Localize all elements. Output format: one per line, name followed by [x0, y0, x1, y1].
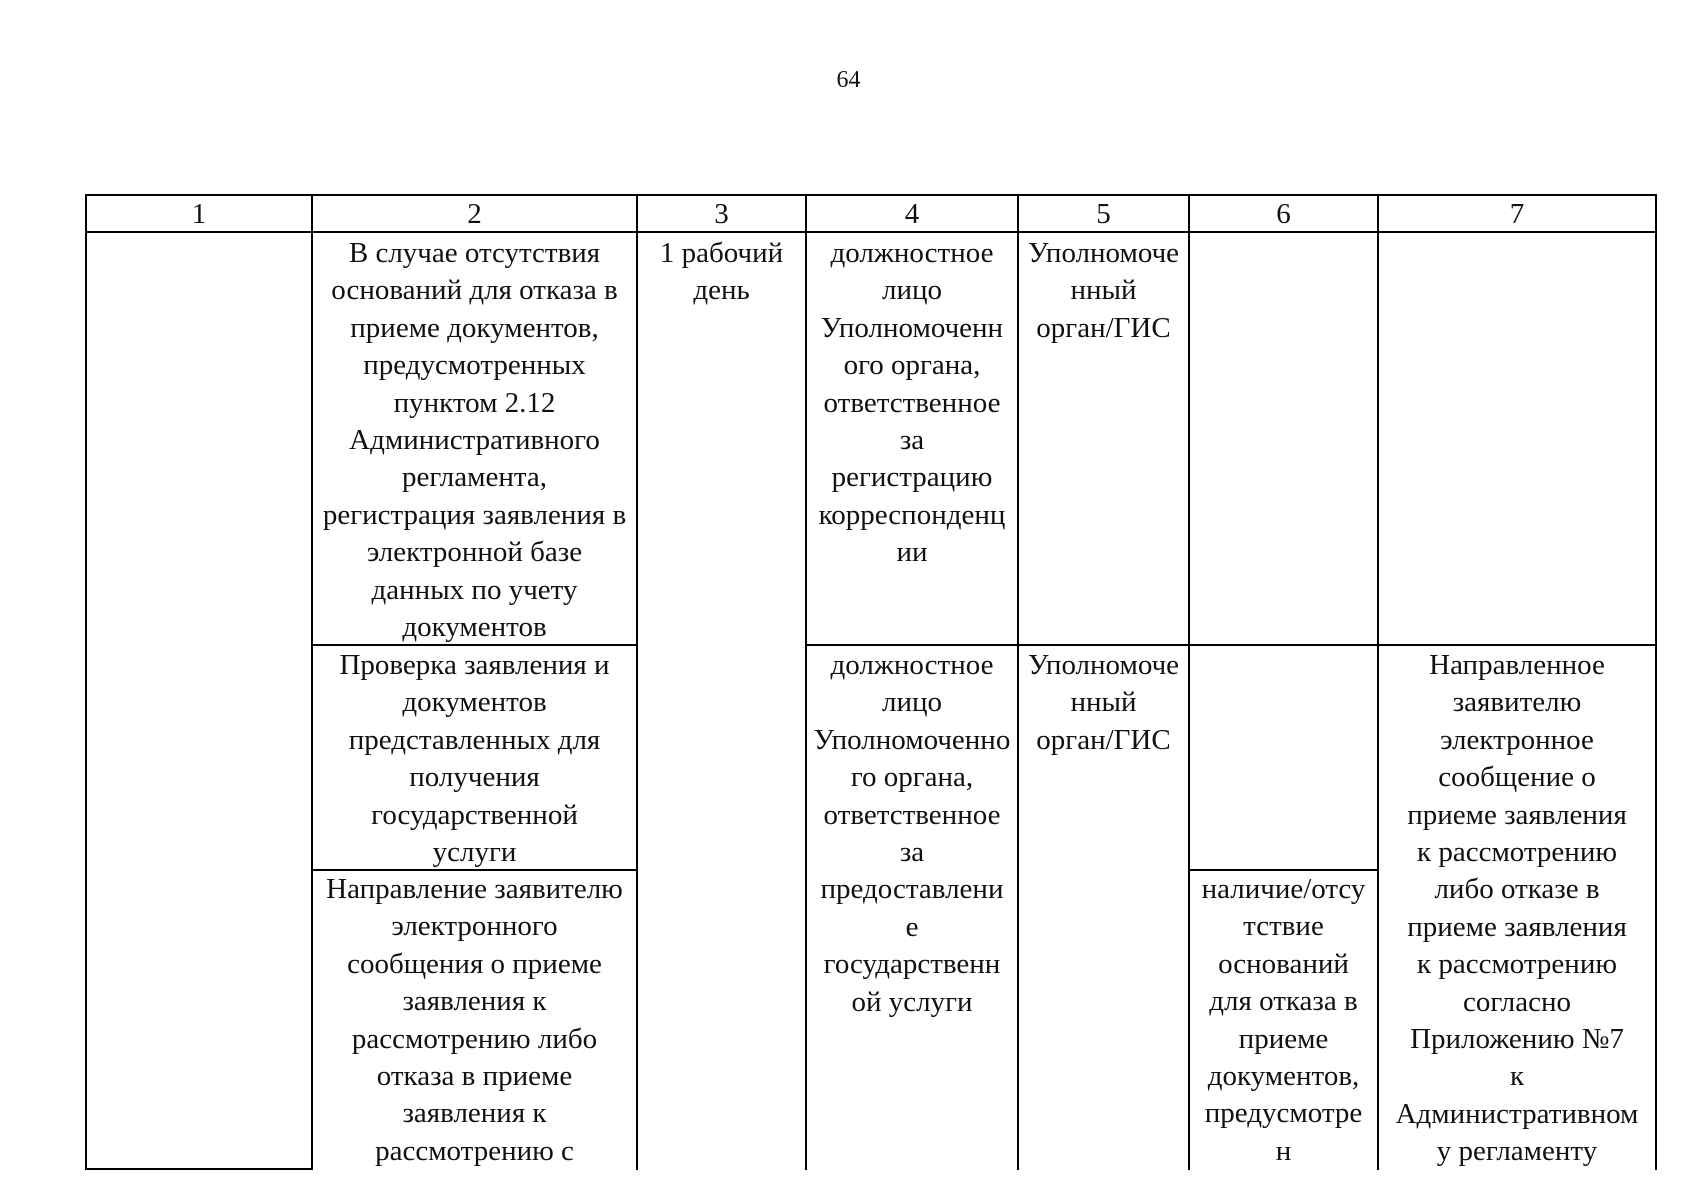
text-line: предоставлени	[820, 873, 1004, 906]
text-line: корреспонденц	[818, 498, 1006, 531]
text-line: Уполномоче	[1027, 649, 1180, 681]
result-cell	[1379, 646, 1655, 1168]
text-line: наличие/отсу	[1201, 873, 1366, 905]
text-line: Уполномоченно	[813, 723, 1011, 756]
text-line: Направленное	[1429, 649, 1605, 681]
text-line: ого органа,	[843, 349, 981, 382]
text-line: за	[899, 424, 925, 457]
text-line: ии	[896, 536, 928, 569]
text-line: документов	[402, 686, 547, 719]
text-line: заявления к	[402, 985, 547, 1018]
text-line: заявления к	[402, 1097, 547, 1130]
column-header-2: 2	[467, 198, 482, 230]
verification-step-text	[313, 646, 636, 869]
text-line: Административного	[349, 424, 600, 457]
text-line: регламента,	[401, 461, 548, 494]
text-line: заявителю	[1452, 686, 1582, 719]
column-header-7: 7	[1509, 198, 1525, 230]
text-line: Проверка заявления и	[339, 649, 610, 681]
text-line: к рассмотрению	[1416, 948, 1618, 981]
text-line: должностное	[830, 237, 994, 269]
text-line: оснований	[1218, 947, 1349, 980]
text-line: услуги	[432, 836, 517, 869]
text-line: оснований для отказа в	[331, 274, 618, 307]
text-line: приеме заявления	[1407, 798, 1627, 831]
text-line: нный	[1070, 274, 1137, 307]
text-line: документов,	[1207, 1060, 1360, 1093]
execution-place-cell	[1019, 646, 1188, 1168]
text-line: Уполномоченн	[820, 311, 1004, 344]
notification-step-text	[313, 871, 636, 1168]
text-line: нный	[1070, 686, 1137, 719]
text-line: н	[1275, 1134, 1292, 1167]
text-line: либо отказе в	[1434, 873, 1600, 906]
column-header-5: 5	[1096, 198, 1111, 230]
column-header-6: 6	[1276, 198, 1291, 230]
execution-place-cell	[1019, 235, 1188, 644]
duration-cell	[638, 235, 805, 335]
text-line: должностное	[830, 649, 994, 681]
text-line: согласно	[1462, 985, 1572, 1018]
column-header-3: 3	[714, 198, 729, 230]
text-line: государственной	[371, 798, 578, 831]
text-line: предусмотре	[1204, 1097, 1363, 1130]
decision-criteria-cell	[1190, 871, 1377, 1168]
text-line: данных по учету	[371, 573, 578, 606]
text-line: документов	[402, 611, 547, 644]
text-line: приеме документов,	[350, 311, 599, 344]
text-line: приеме заявления	[1407, 910, 1627, 943]
responsible-service-officer	[807, 646, 1017, 1168]
text-line: к рассмотрению	[1416, 836, 1618, 869]
text-line: ответственное	[823, 798, 1001, 831]
text-line: Приложению №7	[1410, 1023, 1624, 1056]
responsible-registration-officer	[807, 235, 1017, 644]
text-line: регистрацию	[831, 461, 993, 494]
text-line: отказа в приеме	[376, 1060, 573, 1093]
text-line: за	[899, 836, 925, 869]
text-line: 1 рабочий	[659, 237, 784, 269]
text-line: орган/ГИС	[1036, 311, 1171, 344]
text-line: Административном	[1395, 1097, 1639, 1130]
text-line: получения	[409, 761, 540, 794]
text-line: лицо	[881, 686, 942, 719]
text-line: рассмотрению либо	[351, 1022, 598, 1055]
text-line: го органа,	[850, 761, 974, 794]
text-line: В случае отсутствия	[348, 237, 601, 269]
text-line: пунктом 2.12	[393, 386, 556, 419]
text-line: электронного	[391, 910, 558, 943]
text-line: сообщения о приеме	[347, 947, 602, 980]
text-line: сообщение о	[1438, 761, 1596, 794]
registration-step-text	[313, 235, 636, 644]
text-line: к	[1509, 1060, 1525, 1093]
column-header-4: 4	[904, 198, 920, 230]
procedure-table	[85, 194, 1657, 1170]
column-header-1: 1	[191, 198, 207, 230]
text-line: у регламенту	[1436, 1135, 1598, 1168]
text-line: электронное	[1440, 723, 1594, 756]
text-line: приеме	[1238, 1022, 1329, 1055]
text-line: государственн	[823, 948, 1001, 981]
text-line: лицо	[881, 274, 942, 307]
text-line: орган/ГИС	[1036, 723, 1171, 756]
page-number: 64	[836, 67, 861, 93]
text-line: е	[905, 910, 919, 943]
text-line: тствие	[1243, 910, 1324, 943]
text-line: электронной базе	[366, 536, 583, 569]
text-line: день	[693, 274, 750, 307]
text-line: предусмотренных	[363, 349, 586, 382]
text-line: Уполномоче	[1027, 237, 1180, 269]
text-line: ой услуги	[851, 985, 973, 1018]
text-line: рассмотрению с	[375, 1134, 574, 1167]
text-line: Направление заявителю	[326, 873, 623, 905]
text-line: представленных для	[348, 723, 601, 756]
text-line: ответственное	[823, 386, 1001, 419]
text-line: для отказа в	[1209, 985, 1358, 1018]
text-line: регистрация заявления в	[322, 498, 627, 531]
